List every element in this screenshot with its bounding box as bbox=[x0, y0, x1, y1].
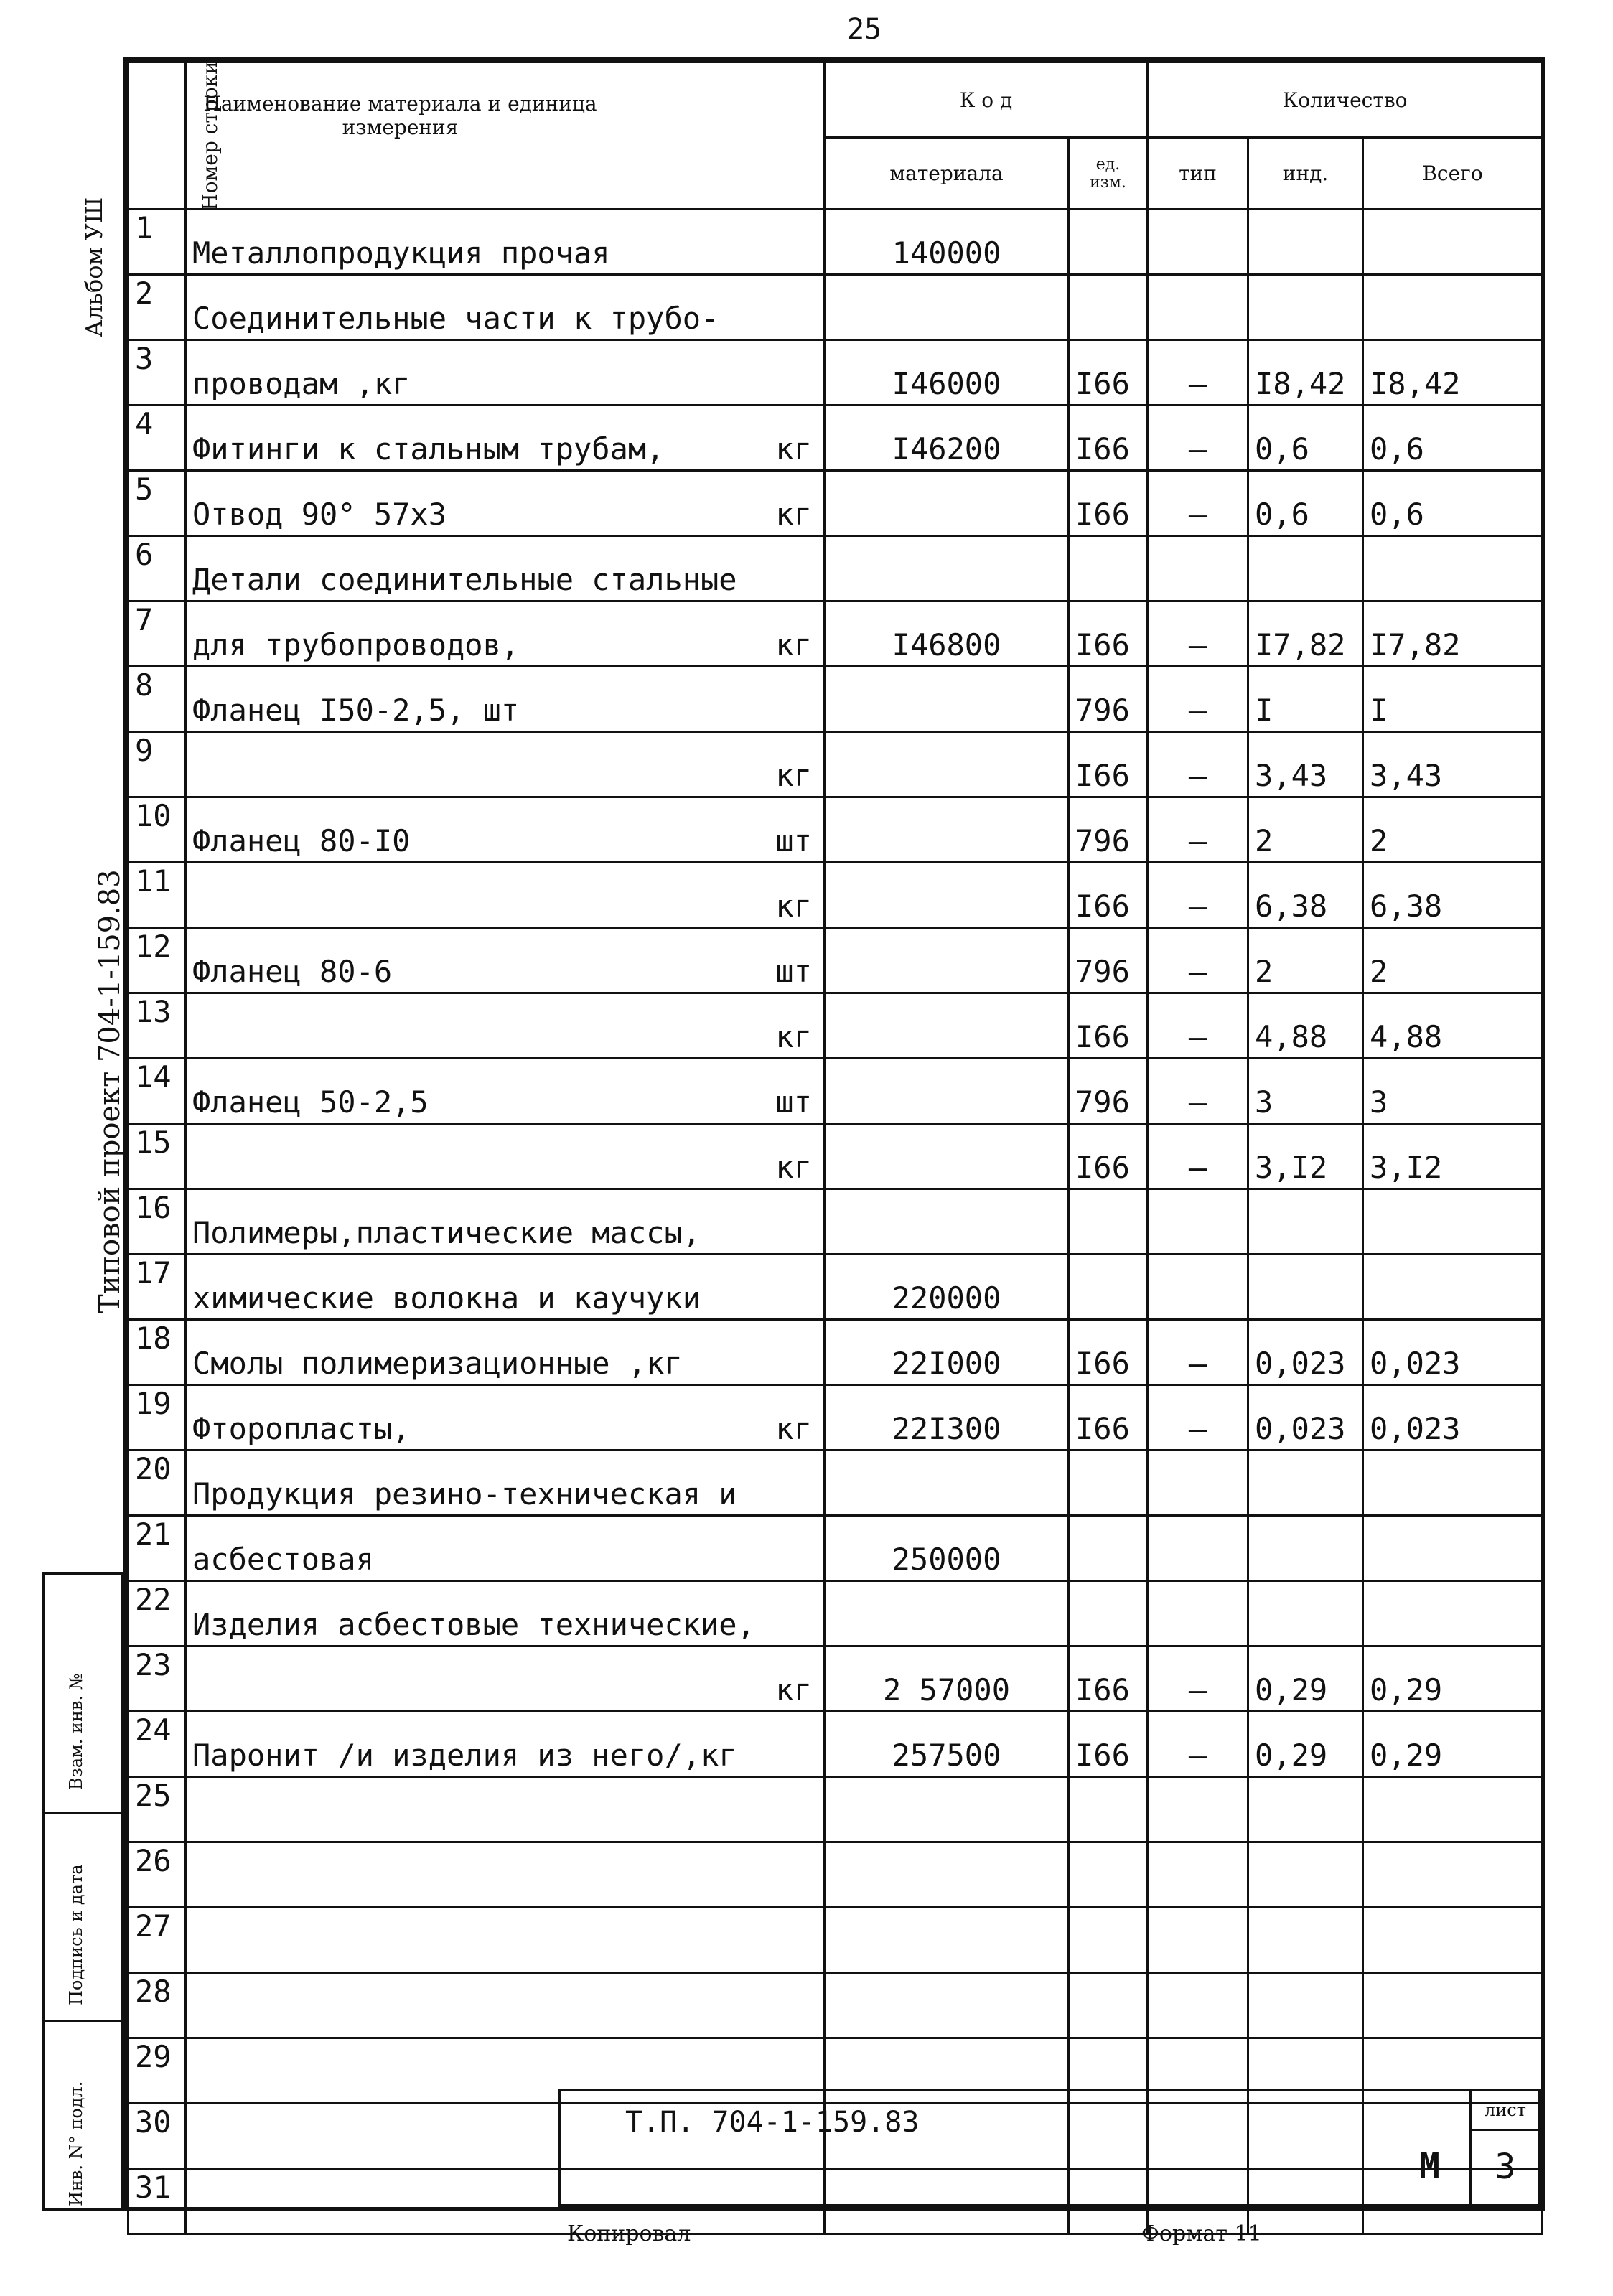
qty-ind: 0,29 bbox=[1248, 1712, 1363, 1777]
row-number: 24 bbox=[128, 1712, 186, 1777]
table-row bbox=[128, 471, 1543, 536]
row-number: 11 bbox=[128, 863, 186, 928]
material-unit-text: кг bbox=[775, 1672, 812, 1707]
material-name bbox=[186, 1908, 825, 1973]
unit-code: 796 bbox=[1069, 797, 1148, 863]
qty-type: – bbox=[1148, 406, 1248, 471]
qty-ind: 0,6 bbox=[1248, 471, 1363, 536]
qty-ind bbox=[1248, 1189, 1363, 1255]
material-code bbox=[825, 1842, 1069, 1908]
row-number: 27 bbox=[128, 1908, 186, 1973]
material-unit-text: кг bbox=[775, 1019, 812, 1054]
row-number: 31 bbox=[128, 2169, 186, 2234]
sheet-number: 3 bbox=[1495, 2147, 1516, 2187]
name-header: Наименование материала и единица измерения bbox=[186, 62, 825, 210]
unit-code: I66 bbox=[1069, 601, 1148, 667]
qty-total: I8,42 bbox=[1363, 340, 1543, 406]
material-unit-text: кг bbox=[775, 497, 812, 532]
qty-type bbox=[1148, 1973, 1248, 2038]
table-row bbox=[128, 1842, 1543, 1908]
qty-type bbox=[1148, 1516, 1248, 1581]
material-name-text: Фитинги к стальным трубам, bbox=[192, 431, 665, 467]
qty-total: 3,I2 bbox=[1363, 1124, 1543, 1189]
qty-ind bbox=[1248, 210, 1363, 275]
project-label: Типовой проект 704-1-159.83 bbox=[93, 869, 126, 1313]
material-name bbox=[186, 667, 825, 732]
material-code bbox=[825, 1581, 1069, 1646]
material-code: 140000 bbox=[825, 210, 1069, 275]
table-row bbox=[128, 1255, 1543, 1320]
qty-ind bbox=[1248, 1842, 1363, 1908]
material-name bbox=[186, 536, 825, 601]
row-number: 25 bbox=[128, 1777, 186, 1842]
qty-total: 2 bbox=[1363, 797, 1543, 863]
material-code bbox=[825, 993, 1069, 1059]
qty-type: – bbox=[1148, 667, 1248, 732]
row-number: 21 bbox=[128, 1516, 186, 1581]
unit-code bbox=[1069, 1842, 1148, 1908]
qty-total: 0,023 bbox=[1363, 1320, 1543, 1385]
material-code: 22I300 bbox=[825, 1385, 1069, 1451]
qty-ind bbox=[1248, 1908, 1363, 1973]
material-unit-text: шт bbox=[775, 954, 812, 989]
material-name-text: Продукция резино-техническая и bbox=[192, 1476, 737, 1512]
unit-code: I66 bbox=[1069, 1320, 1148, 1385]
table-row bbox=[128, 406, 1543, 471]
qty-type: – bbox=[1148, 1320, 1248, 1385]
row-number: 22 bbox=[128, 1581, 186, 1646]
material-name bbox=[186, 1842, 825, 1908]
table-row bbox=[128, 732, 1543, 797]
row-number: 5 bbox=[128, 471, 186, 536]
row-number: 14 bbox=[128, 1059, 186, 1124]
material-code bbox=[825, 1451, 1069, 1516]
unit-code: I66 bbox=[1069, 1646, 1148, 1712]
album-label: Альбом УШ bbox=[80, 197, 108, 337]
material-code bbox=[825, 863, 1069, 928]
row-number: 2 bbox=[128, 275, 186, 340]
material-name-text: для трубопроводов, bbox=[192, 627, 520, 662]
unit-code bbox=[1069, 1516, 1148, 1581]
qty-ind: 3 bbox=[1248, 1059, 1363, 1124]
qty-type-header: тип bbox=[1148, 138, 1248, 210]
row-number: 12 bbox=[128, 928, 186, 993]
qty-total bbox=[1363, 1973, 1543, 2038]
table-row bbox=[128, 1451, 1543, 1516]
qty-type: – bbox=[1148, 340, 1248, 406]
unit-code bbox=[1069, 1255, 1148, 1320]
quantity-header: Количество bbox=[1148, 62, 1543, 138]
qty-type bbox=[1148, 1842, 1248, 1908]
material-name bbox=[186, 1712, 825, 1777]
qty-type bbox=[1148, 1581, 1248, 1646]
qty-total bbox=[1363, 1516, 1543, 1581]
qty-ind bbox=[1248, 1973, 1363, 2038]
table-row bbox=[128, 797, 1543, 863]
qty-type bbox=[1148, 536, 1248, 601]
material-unit-text: шт bbox=[775, 1084, 812, 1120]
material-name-text: проводам ,кг bbox=[192, 366, 411, 401]
row-number: 6 bbox=[128, 536, 186, 601]
material-unit-text: кг bbox=[775, 889, 812, 924]
row-number: 9 bbox=[128, 732, 186, 797]
unit-code: I66 bbox=[1069, 732, 1148, 797]
material-code: 257500 bbox=[825, 1712, 1069, 1777]
material-name bbox=[186, 993, 825, 1059]
material-name bbox=[186, 1451, 825, 1516]
material-code bbox=[825, 275, 1069, 340]
qty-ind: 0,29 bbox=[1248, 1646, 1363, 1712]
unit-code bbox=[1069, 1908, 1148, 1973]
material-code: 2 57000 bbox=[825, 1646, 1069, 1712]
material-name-text: Отвод 90° 57х3 bbox=[192, 497, 447, 532]
qty-ind bbox=[1248, 1255, 1363, 1320]
unit-code bbox=[1069, 275, 1148, 340]
row-number: 16 bbox=[128, 1189, 186, 1255]
table-row bbox=[128, 1320, 1543, 1385]
qty-ind: 3,43 bbox=[1248, 732, 1363, 797]
material-code bbox=[825, 667, 1069, 732]
row-number: 30 bbox=[128, 2104, 186, 2169]
material-code bbox=[825, 1908, 1069, 1973]
table-row bbox=[128, 1059, 1543, 1124]
unit-code: I66 bbox=[1069, 863, 1148, 928]
qty-total bbox=[1363, 210, 1543, 275]
material-name bbox=[186, 1124, 825, 1189]
material-name bbox=[186, 601, 825, 667]
unit-code bbox=[1069, 536, 1148, 601]
material-name-text: Фторопласты, bbox=[192, 1411, 411, 1446]
qty-total bbox=[1363, 1777, 1543, 1842]
format-label: Формат 11 bbox=[1141, 2221, 1262, 2246]
qty-total: 3 bbox=[1363, 1059, 1543, 1124]
qty-type bbox=[1148, 1908, 1248, 1973]
material-code bbox=[825, 1059, 1069, 1124]
unit-code: 796 bbox=[1069, 667, 1148, 732]
rownum-header: Номер строки bbox=[128, 62, 186, 210]
table-row bbox=[128, 1124, 1543, 1189]
qty-total: 2 bbox=[1363, 928, 1543, 993]
material-name bbox=[186, 1255, 825, 1320]
qty-type bbox=[1148, 1777, 1248, 1842]
material-name bbox=[186, 1189, 825, 1255]
material-name bbox=[186, 1777, 825, 1842]
qty-ind: 2 bbox=[1248, 928, 1363, 993]
table-row bbox=[128, 863, 1543, 928]
row-number: 19 bbox=[128, 1385, 186, 1451]
qty-type: – bbox=[1148, 797, 1248, 863]
material-code: I46000 bbox=[825, 340, 1069, 406]
material-unit-text: кг bbox=[775, 627, 812, 662]
table-row bbox=[128, 993, 1543, 1059]
table-row bbox=[128, 1581, 1543, 1646]
material-code: 220000 bbox=[825, 1255, 1069, 1320]
material-unit-text: шт bbox=[775, 823, 812, 858]
row-number: 3 bbox=[128, 340, 186, 406]
qty-type: – bbox=[1148, 1385, 1248, 1451]
row-number: 29 bbox=[128, 2038, 186, 2104]
table-row bbox=[128, 1908, 1543, 1973]
stamp-signature: Подпись и дата bbox=[66, 1864, 86, 2005]
title-box bbox=[558, 2089, 1469, 2207]
unit-code: I66 bbox=[1069, 1385, 1148, 1451]
material-name-text: Соединительные части к трубо- bbox=[192, 301, 719, 336]
material-code bbox=[825, 797, 1069, 863]
qty-type: – bbox=[1148, 601, 1248, 667]
table-row bbox=[128, 1646, 1543, 1712]
material-name-text: Полимеры,пластические массы, bbox=[192, 1215, 701, 1250]
qty-total bbox=[1363, 1189, 1543, 1255]
qty-type: – bbox=[1148, 1124, 1248, 1189]
qty-total bbox=[1363, 1908, 1543, 1973]
qty-type: – bbox=[1148, 1646, 1248, 1712]
qty-ind: I8,42 bbox=[1248, 340, 1363, 406]
material-code bbox=[825, 471, 1069, 536]
material-code: 22I000 bbox=[825, 1320, 1069, 1385]
sheet-box bbox=[1469, 2089, 1541, 2207]
qty-total bbox=[1363, 1451, 1543, 1516]
material-code: I46200 bbox=[825, 406, 1069, 471]
table-row bbox=[128, 1777, 1543, 1842]
code-header: К о д bbox=[825, 62, 1148, 138]
code-material-header: материала bbox=[825, 138, 1069, 210]
qty-ind: 6,38 bbox=[1248, 863, 1363, 928]
stamp-inventory: Инв. N° подл. bbox=[66, 2081, 86, 2206]
material-unit-text: кг bbox=[775, 758, 812, 793]
qty-type bbox=[1148, 1255, 1248, 1320]
qty-total bbox=[1363, 1581, 1543, 1646]
material-name-text: химические волокна и каучуки bbox=[192, 1280, 701, 1316]
qty-ind: 2 bbox=[1248, 797, 1363, 863]
page-number: 25 bbox=[847, 13, 882, 46]
unit-code bbox=[1069, 1777, 1148, 1842]
qty-ind: 0,023 bbox=[1248, 1320, 1363, 1385]
qty-ind bbox=[1248, 1581, 1363, 1646]
qty-ind bbox=[1248, 1777, 1363, 1842]
unit-code: I66 bbox=[1069, 1712, 1148, 1777]
unit-code bbox=[1069, 1451, 1148, 1516]
unit-code: I66 bbox=[1069, 993, 1148, 1059]
row-number: 15 bbox=[128, 1124, 186, 1189]
row-number: 20 bbox=[128, 1451, 186, 1516]
qty-total: 3,43 bbox=[1363, 732, 1543, 797]
sheet-mark: М bbox=[1419, 2146, 1440, 2186]
material-unit-text: кг bbox=[775, 431, 812, 467]
material-name bbox=[186, 210, 825, 275]
sheet-label: лист bbox=[1472, 2091, 1538, 2131]
material-name bbox=[186, 797, 825, 863]
material-code bbox=[825, 732, 1069, 797]
material-code bbox=[825, 536, 1069, 601]
material-name bbox=[186, 340, 825, 406]
qty-type: – bbox=[1148, 1059, 1248, 1124]
material-code bbox=[825, 1189, 1069, 1255]
qty-total-header: Всего bbox=[1363, 138, 1543, 210]
qty-ind: I7,82 bbox=[1248, 601, 1363, 667]
table-body bbox=[128, 210, 1543, 2234]
copied-label: Копировал bbox=[567, 2221, 691, 2246]
row-number: 8 bbox=[128, 667, 186, 732]
material-name bbox=[186, 471, 825, 536]
stamp-divider bbox=[45, 2020, 123, 2022]
qty-total bbox=[1363, 536, 1543, 601]
qty-total bbox=[1363, 1255, 1543, 1320]
qty-type: – bbox=[1148, 993, 1248, 1059]
row-number: 28 bbox=[128, 1973, 186, 2038]
table-row bbox=[128, 340, 1543, 406]
table-row bbox=[128, 1189, 1543, 1255]
material-name bbox=[186, 1320, 825, 1385]
qty-type: – bbox=[1148, 928, 1248, 993]
material-name bbox=[186, 863, 825, 928]
qty-total: I bbox=[1363, 667, 1543, 732]
material-name-text: Паронит /и изделия из него/,кг bbox=[192, 1738, 737, 1773]
material-name-text: Фланец 80-6 bbox=[192, 954, 393, 989]
table-row bbox=[128, 1712, 1543, 1777]
unit-code: I66 bbox=[1069, 340, 1148, 406]
material-code bbox=[825, 928, 1069, 993]
qty-ind: 4,88 bbox=[1248, 993, 1363, 1059]
qty-total: 0,6 bbox=[1363, 406, 1543, 471]
title-block bbox=[127, 2074, 1541, 2207]
table-row bbox=[128, 928, 1543, 993]
material-unit-text: кг bbox=[775, 1411, 812, 1446]
material-name bbox=[186, 1973, 825, 2038]
qty-total: 4,88 bbox=[1363, 993, 1543, 1059]
row-number: 1 bbox=[128, 210, 186, 275]
unit-code: I66 bbox=[1069, 471, 1148, 536]
material-name-text: Детали соединительные стальные bbox=[192, 562, 737, 597]
qty-ind bbox=[1248, 536, 1363, 601]
material-name bbox=[186, 1581, 825, 1646]
qty-ind: 3,I2 bbox=[1248, 1124, 1363, 1189]
material-name bbox=[186, 1646, 825, 1712]
material-name bbox=[186, 732, 825, 797]
approval-stamp-column bbox=[42, 1572, 123, 2211]
qty-total bbox=[1363, 275, 1543, 340]
material-name-text: Смолы полимеризационные ,кг bbox=[192, 1346, 683, 1381]
table-row bbox=[128, 275, 1543, 340]
qty-total: 6,38 bbox=[1363, 863, 1543, 928]
qty-ind-header: инд. bbox=[1248, 138, 1363, 210]
table-row bbox=[128, 1516, 1543, 1581]
material-name bbox=[186, 1516, 825, 1581]
material-name-text: Фланец I50-2,5, шт bbox=[192, 693, 520, 728]
qty-ind bbox=[1248, 1451, 1363, 1516]
material-name-text: Фланец 50-2,5 bbox=[192, 1084, 429, 1120]
qty-total: 0,6 bbox=[1363, 471, 1543, 536]
stamp-replace: Взам. инв. № bbox=[66, 1673, 86, 1790]
material-name bbox=[186, 406, 825, 471]
qty-type: – bbox=[1148, 471, 1248, 536]
material-code: I46800 bbox=[825, 601, 1069, 667]
document-code: Т.П. 704-1-159.83 bbox=[625, 2106, 920, 2139]
material-code bbox=[825, 1973, 1069, 2038]
row-number: 10 bbox=[128, 797, 186, 863]
material-code bbox=[825, 1124, 1069, 1189]
row-number: 4 bbox=[128, 406, 186, 471]
unit-code bbox=[1069, 210, 1148, 275]
row-number: 7 bbox=[128, 601, 186, 667]
qty-type: – bbox=[1148, 863, 1248, 928]
table-row bbox=[128, 210, 1543, 275]
material-code bbox=[825, 1777, 1069, 1842]
material-name bbox=[186, 1059, 825, 1124]
unit-code: I66 bbox=[1069, 1124, 1148, 1189]
material-name-text: Металлопродукция прочая bbox=[192, 235, 610, 271]
row-number: 18 bbox=[128, 1320, 186, 1385]
code-unit-header: ед. изм. bbox=[1069, 138, 1148, 210]
unit-code bbox=[1069, 1973, 1148, 2038]
qty-total bbox=[1363, 1842, 1543, 1908]
row-number: 13 bbox=[128, 993, 186, 1059]
row-number: 17 bbox=[128, 1255, 186, 1320]
qty-ind bbox=[1248, 275, 1363, 340]
qty-type: – bbox=[1148, 732, 1248, 797]
table-row bbox=[128, 1385, 1543, 1451]
material-code: 250000 bbox=[825, 1516, 1069, 1581]
material-name-text: Изделия асбестовые технические, bbox=[192, 1607, 755, 1642]
table-row bbox=[128, 667, 1543, 732]
qty-ind bbox=[1248, 1516, 1363, 1581]
qty-type bbox=[1148, 275, 1248, 340]
row-number: 26 bbox=[128, 1842, 186, 1908]
material-name bbox=[186, 1385, 825, 1451]
material-name bbox=[186, 275, 825, 340]
qty-ind: I bbox=[1248, 667, 1363, 732]
qty-total: 0,29 bbox=[1363, 1712, 1543, 1777]
row-number: 23 bbox=[128, 1646, 186, 1712]
qty-type bbox=[1148, 1189, 1248, 1255]
table-row bbox=[128, 536, 1543, 601]
unit-code bbox=[1069, 1581, 1148, 1646]
material-name-text: Фланец 80-I0 bbox=[192, 823, 411, 858]
table-row bbox=[128, 1973, 1543, 2038]
qty-ind: 0,023 bbox=[1248, 1385, 1363, 1451]
table-row bbox=[128, 601, 1543, 667]
unit-code: 796 bbox=[1069, 1059, 1148, 1124]
materials-table bbox=[127, 61, 1543, 2235]
qty-type bbox=[1148, 1451, 1248, 1516]
stamp-divider bbox=[45, 1812, 123, 1814]
qty-total: 0,29 bbox=[1363, 1646, 1543, 1712]
qty-total: 0,023 bbox=[1363, 1385, 1543, 1451]
qty-type: – bbox=[1148, 1712, 1248, 1777]
unit-code bbox=[1069, 1189, 1148, 1255]
material-name-text: асбестовая bbox=[192, 1542, 374, 1577]
material-name bbox=[186, 928, 825, 993]
qty-total: I7,82 bbox=[1363, 601, 1543, 667]
unit-code: I66 bbox=[1069, 406, 1148, 471]
qty-type bbox=[1148, 210, 1248, 275]
qty-ind: 0,6 bbox=[1248, 406, 1363, 471]
material-unit-text: кг bbox=[775, 1150, 812, 1185]
unit-code: 796 bbox=[1069, 928, 1148, 993]
